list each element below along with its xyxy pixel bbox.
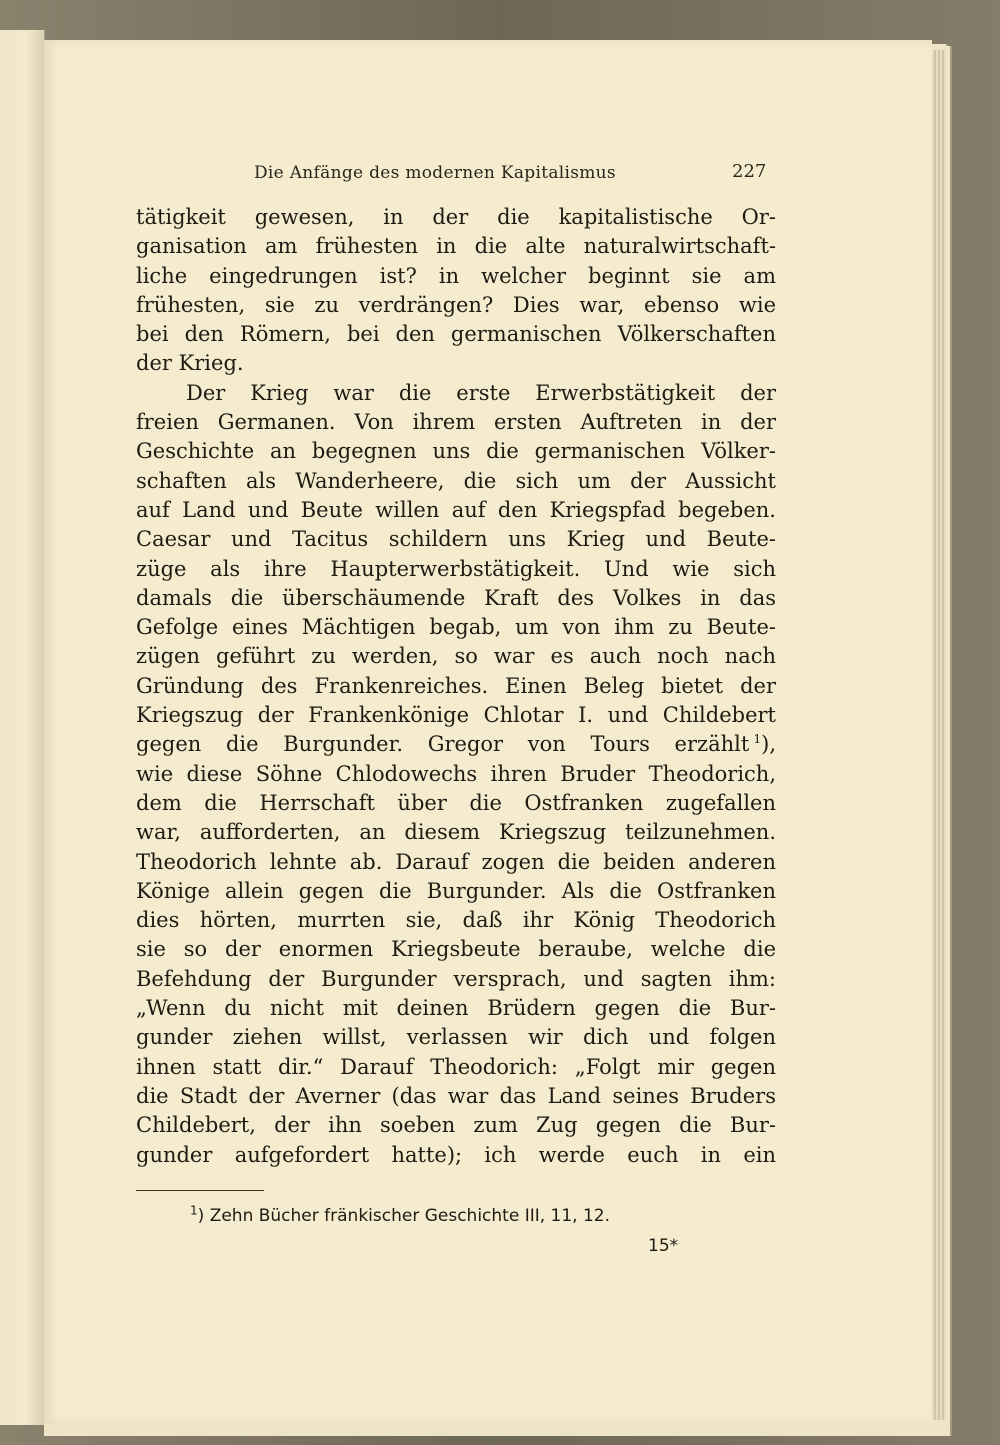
text-line: dem die Herrschaft über die Ostfranken zugefallen [136,790,776,815]
text-line: wie diese Söhne Chlodowechs ihren Bruder Theodorich, [136,761,776,786]
text-line: Der Krieg war die erste Erwerbstätigkeit der [186,380,776,405]
text-line: zügen geführt zu werden, so war es auch noch nach [136,644,776,669]
text-line: die Stadt der Averner (das war das Land seines Bruders [136,1083,776,1108]
page-number: 227 [732,161,767,182]
text-line: Gefolge eines Mächtigen begab, um von ihm zu Beute- [136,615,776,640]
text-line: gunder aufgefordert hatte); ich werde euch in ein [136,1142,776,1167]
text-line-with-footnote-ref [136,730,776,759]
text-line: schaften als Wanderheere, die sich um der Aussicht [136,468,776,493]
footnote-reference: 1 [753,732,762,747]
text-line: Befehdung der Burgunder versprach, und sagten ihm: [136,966,776,991]
text-line: Caesar und Tacitus schildern uns Krieg und Beute- [136,527,776,552]
text-line: damals die überschäumende Kraft des Volkes in das [136,585,776,610]
footnote-marker-close: ) [197,1206,205,1226]
page-edges [932,50,946,1420]
text-line: gunder ziehen willst, verlassen wir dich und folgen [136,1025,776,1050]
text-line-content: gegen die Burgunder. Gregor von Tours erzählt [136,732,750,757]
text-line: „Wenn du nicht mit deinen Brüdern gegen die Bur- [136,996,776,1021]
text-line: frühesten, sie zu verdrängen? Dies war, ebenso wie [136,292,776,317]
text-line: freien Germanen. Von ihrem ersten Auftreten in der [136,410,776,435]
text-line-suffix: ), [761,732,776,757]
text-line: tätigkeit gewesen, in der die kapitalistische Or- [136,205,776,229]
text-line: dies hörten, murrten sie, daß ihr König Theodorich [136,908,776,933]
running-head: Die Anfänge des modernen Kapitalismus [254,163,616,183]
footnote-text: Zehn Bücher fränkischer Geschichte III, 11, 12. [209,1206,611,1226]
text-line: Gründung des Frankenreiches. Einen Beleg bietet der [136,673,776,698]
footnote [190,1203,611,1226]
text-line: auf Land und Beute willen auf den Kriegspfad begeben. [136,497,776,522]
text-line: Theodorich lehnte ab. Darauf zogen die beiden anderen [136,849,776,874]
text-line: war, aufforderten, an diesem Kriegszug teilzunehmen. [136,820,776,845]
signature-mark: 15* [648,1236,679,1256]
body-text [136,203,776,1170]
text-line: sie so der enormen Kriegsbeute beraube, welche die [136,937,776,962]
text-line: Könige allein gegen die Burgunder. Als die Ostfranken [136,878,776,903]
text-line: Kriegszug der Frankenkönige Chlotar I. und Childebert [136,703,776,728]
text-line: züge als ihre Haupterwerbstätigkeit. Und wie sich [136,556,776,581]
text-line: Geschichte an begegnen uns die germanischen Völker- [136,439,776,464]
text-line: ihnen statt dir.“ Darauf Theodorich: „Folgt mir gegen [136,1054,776,1079]
text-line: liche eingedrungen ist? in welcher beginnt sie am [136,263,776,288]
text-line: ganisation am frühesten in die alte naturalwirtschaft- [136,234,776,259]
footnote-rule [136,1190,264,1191]
previous-page-edge [0,30,45,1425]
text-line: der Krieg. [136,351,244,376]
text-line: bei den Römern, bei den germanischen Völkerschaften [136,322,776,347]
text-line: Childebert, der ihn soeben zum Zug gegen die Bur- [136,1113,776,1138]
footnote-marker: 1 [190,1203,198,1218]
